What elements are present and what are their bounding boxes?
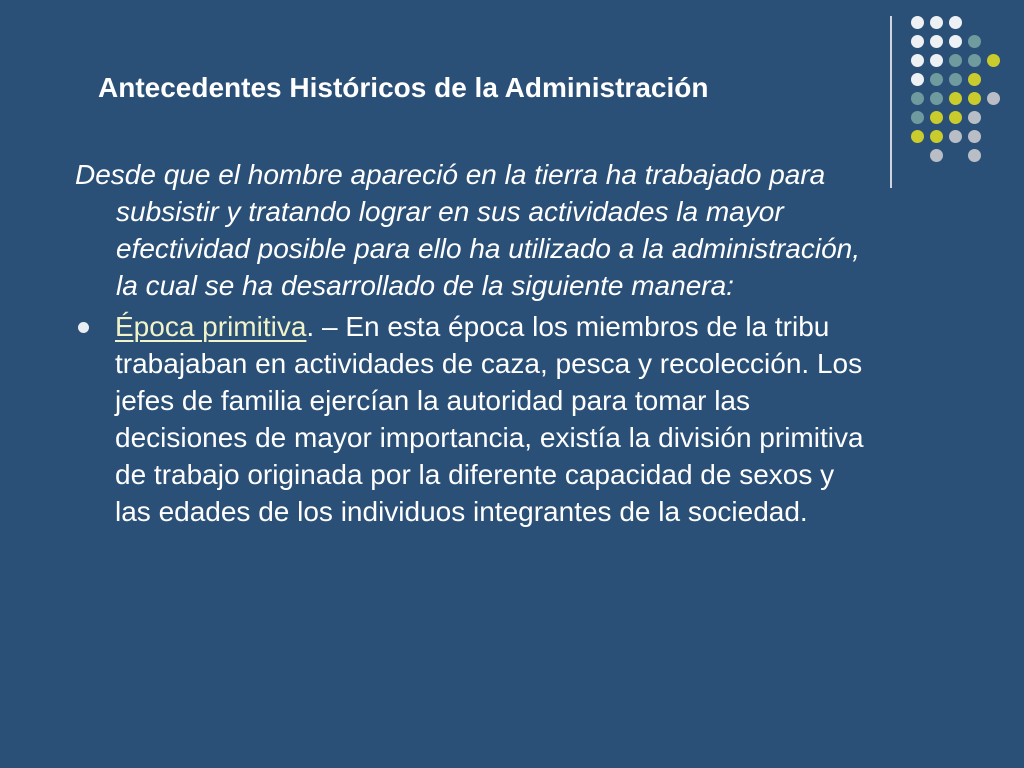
decorative-dot <box>968 149 981 162</box>
dot-grid-decoration <box>911 16 1007 166</box>
decorative-dot <box>968 130 981 143</box>
vertical-divider <box>890 16 892 188</box>
intro-paragraph: Desde que el hombre apareció en la tierra ha trabajado para subsistir y tratando lograr en sus actividades la mayor efectividad posible para ello ha utilizado a la administración, la cual se ha desarrollado de la siguiente manera: <box>75 159 860 301</box>
decorative-dot <box>911 92 924 105</box>
bullet-dot-icon <box>78 322 89 333</box>
slide-title: Antecedentes Históricos de la Administración <box>98 72 709 103</box>
decorative-dot <box>949 73 962 86</box>
decorative-dot <box>911 16 924 29</box>
decorative-dot <box>949 92 962 105</box>
decorative-dot <box>968 73 981 86</box>
decorative-dot <box>930 35 943 48</box>
decorative-dot <box>949 54 962 67</box>
bullet-item-epoca-primitiva <box>75 308 875 530</box>
decorative-dot <box>930 73 943 86</box>
slide-body <box>75 156 875 530</box>
decorative-dot <box>930 16 943 29</box>
decorative-dot <box>930 130 943 143</box>
decorative-dot <box>911 54 924 67</box>
decorative-dot <box>930 92 943 105</box>
bullet-term: Época primitiva <box>115 311 307 342</box>
decorative-dot <box>968 35 981 48</box>
decorative-dot <box>987 54 1000 67</box>
decorative-dot <box>968 111 981 124</box>
decorative-dot <box>949 130 962 143</box>
bullet-text: En esta época los miembros de la tribu trabajaban en actividades de caza, pesca y recolección. Los jefes de familia ejercían la autoridad para tomar las decisiones de mayor importancia, existía la división primitiva de trabajo originada por la diferente capacidad de sexos y las edades de los individuos integrantes de la sociedad. <box>115 311 864 527</box>
decorative-dot <box>949 35 962 48</box>
decorative-dot <box>911 111 924 124</box>
decorative-dot <box>911 73 924 86</box>
decorative-dot <box>968 92 981 105</box>
decorative-dot <box>930 149 943 162</box>
decorative-dot <box>987 92 1000 105</box>
decorative-dot <box>930 54 943 67</box>
decorative-dot <box>911 130 924 143</box>
decorative-dot <box>911 35 924 48</box>
decorative-dot <box>949 111 962 124</box>
bullet-separator: . – <box>306 311 346 342</box>
decorative-dot <box>949 16 962 29</box>
decorative-dot <box>968 54 981 67</box>
decorative-dot <box>930 111 943 124</box>
